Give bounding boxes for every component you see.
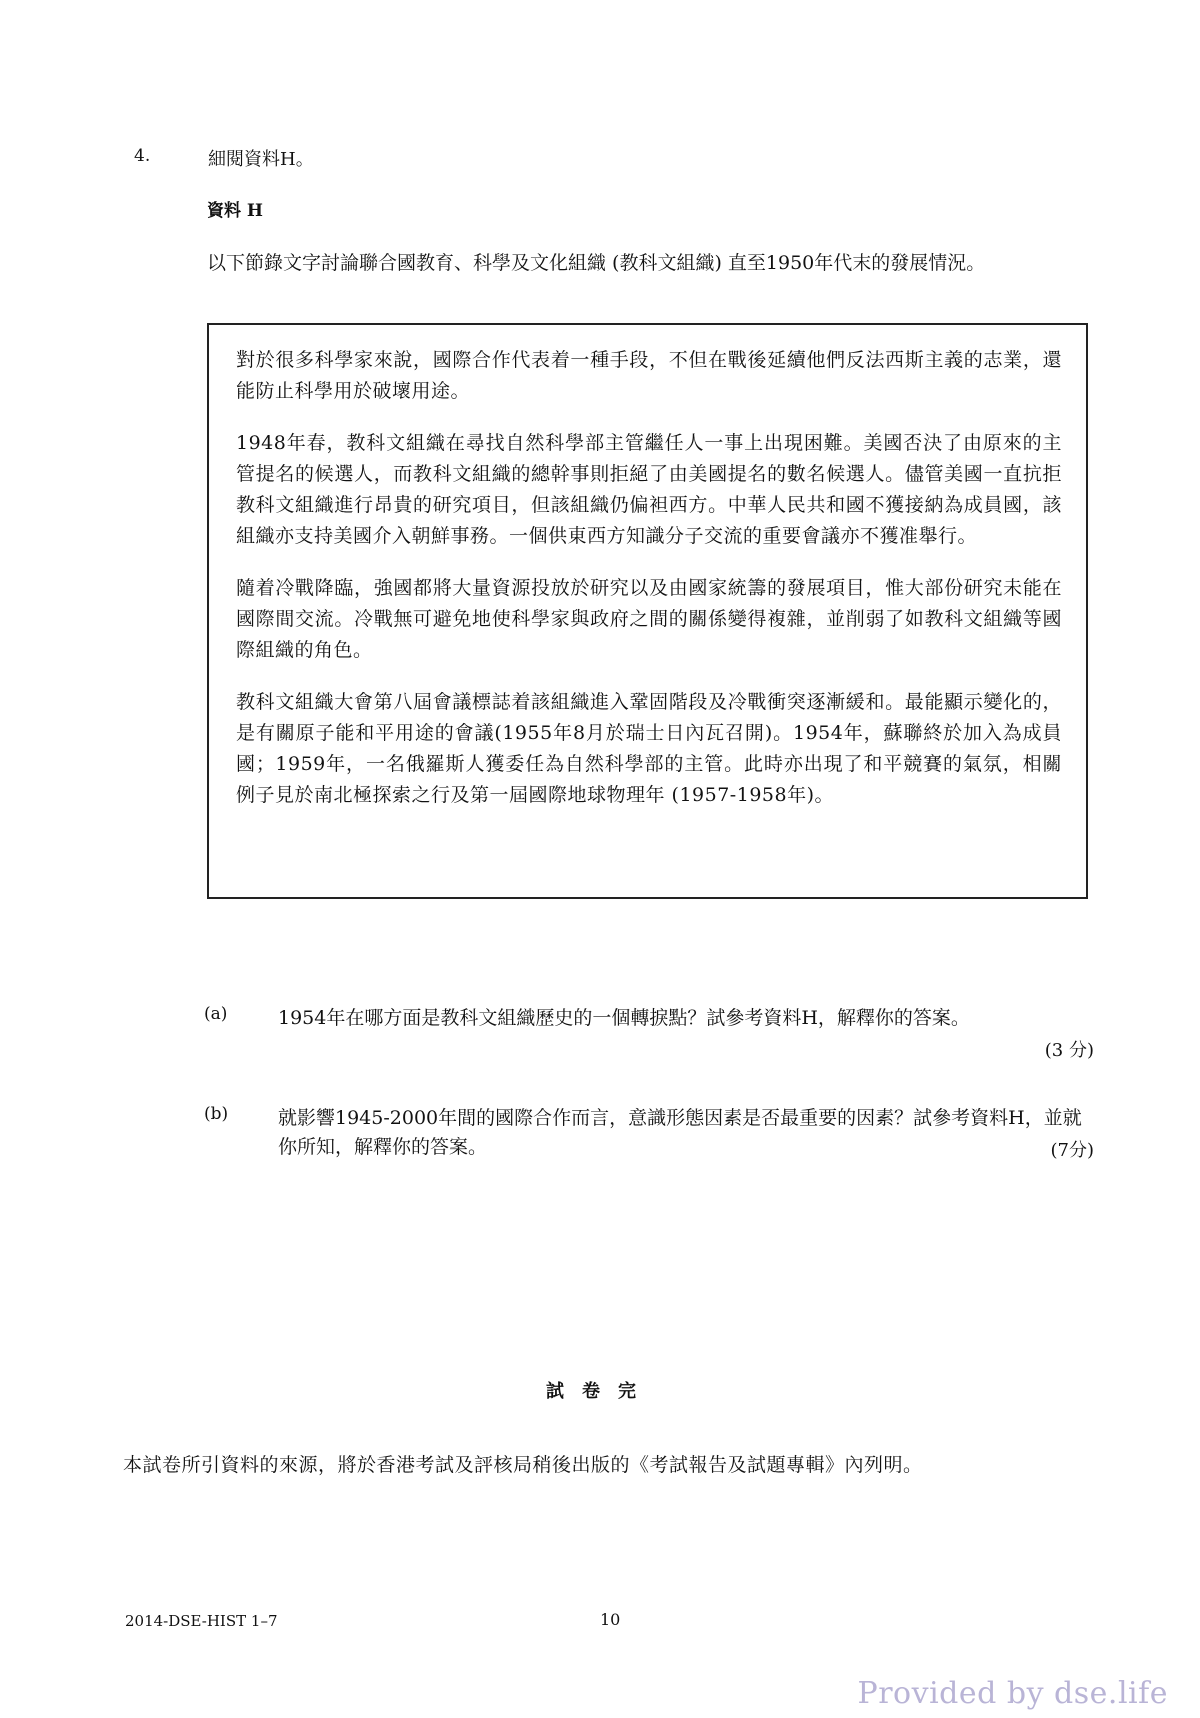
source-paragraph: 對於很多科學家來說，國際合作代表着一種手段，不但在戰後延續他們反法西斯主義的志業，還能防止科學用於破壞用途。 (236, 349, 1062, 402)
question-number: 4. (134, 146, 151, 166)
sources-note: 本試卷所引資料的來源，將於香港考試及評核局稍後出版的《考試報告及試題專輯》內列明。 (123, 1454, 923, 1476)
marks-allocation: (7分) (1043, 1136, 1095, 1162)
source-paragraph: 教科文組織大會第八屆會議標誌着該組織進入鞏固階段及冷戰衝突逐漸緩和。最能顯示變化的，是有關原子能和平用途的會議(1955年8月於瑞士日內瓦召開)。1954年，蘇聯終於加入為成員國；1959年，一名俄羅斯人獲委任為自然科學部的主管。此時亦出現了和平競賽的氣氛，相關例子見於南北極探索之行及第一屆國際地球物理年 (1957-1958年)。 (236, 691, 1062, 806)
watermark: Provided by dse.life (857, 1676, 1168, 1711)
source-excerpt-box (207, 323, 1088, 899)
page-number: 10 (600, 1610, 621, 1629)
source-paragraph: 1948年春，教科文組織在尋找自然科學部主管繼任人一事上出現困難。美國否決了由原來的主管提名的候選人，而教科文組織的總幹事則拒絕了由美國提名的數名候選人。儘管美國一直抗拒教科文組織進行昂貴的研究項目，但該組織仍偏袒西方。中華人民共和國不獲接納為成員國，該組織亦支持美國介入朝鮮事務。一個供東西方知識分子交流的重要會議亦不獲准舉行。 (236, 432, 1062, 547)
end-of-paper: 試卷完 (546, 1381, 654, 1402)
marks-allocation: (3 分) (1037, 1036, 1094, 1062)
subquestion-b (204, 1104, 1094, 1162)
question-instruction: 細閱資料H。 (208, 149, 314, 170)
source-title: 資料 H (207, 201, 263, 221)
source-intro: 以下節錄文字討論聯合國教育、科學及文化組織 (教科文組織) 直至1950年代末的發展情況。 (207, 252, 986, 274)
subquestion-label: (a) (204, 1004, 228, 1024)
subquestion-text: 就影響1945-2000年間的國際合作而言，意識形態因素是否最重要的因素？試參考資料H，並就你所知，解釋你的答案。 (278, 1107, 1082, 1158)
subquestion-text: 1954年在哪方面是教科文組織歷史的一個轉捩點？試參考資料H，解釋你的答案。 (278, 1007, 970, 1029)
paper-code: 2014-DSE-HIST 1–7 (125, 1612, 278, 1630)
source-paragraph: 隨着冷戰降臨，強國都將大量資源投放於研究以及由國家統籌的發展項目，惟大部份研究未能在國際間交流。冷戰無可避免地使科學家與政府之間的關係變得複雜，並削弱了如教科文組織等國際組織的角色。 (236, 577, 1062, 661)
subquestion-a (204, 1004, 1094, 1062)
subquestion-label: (b) (204, 1104, 229, 1124)
